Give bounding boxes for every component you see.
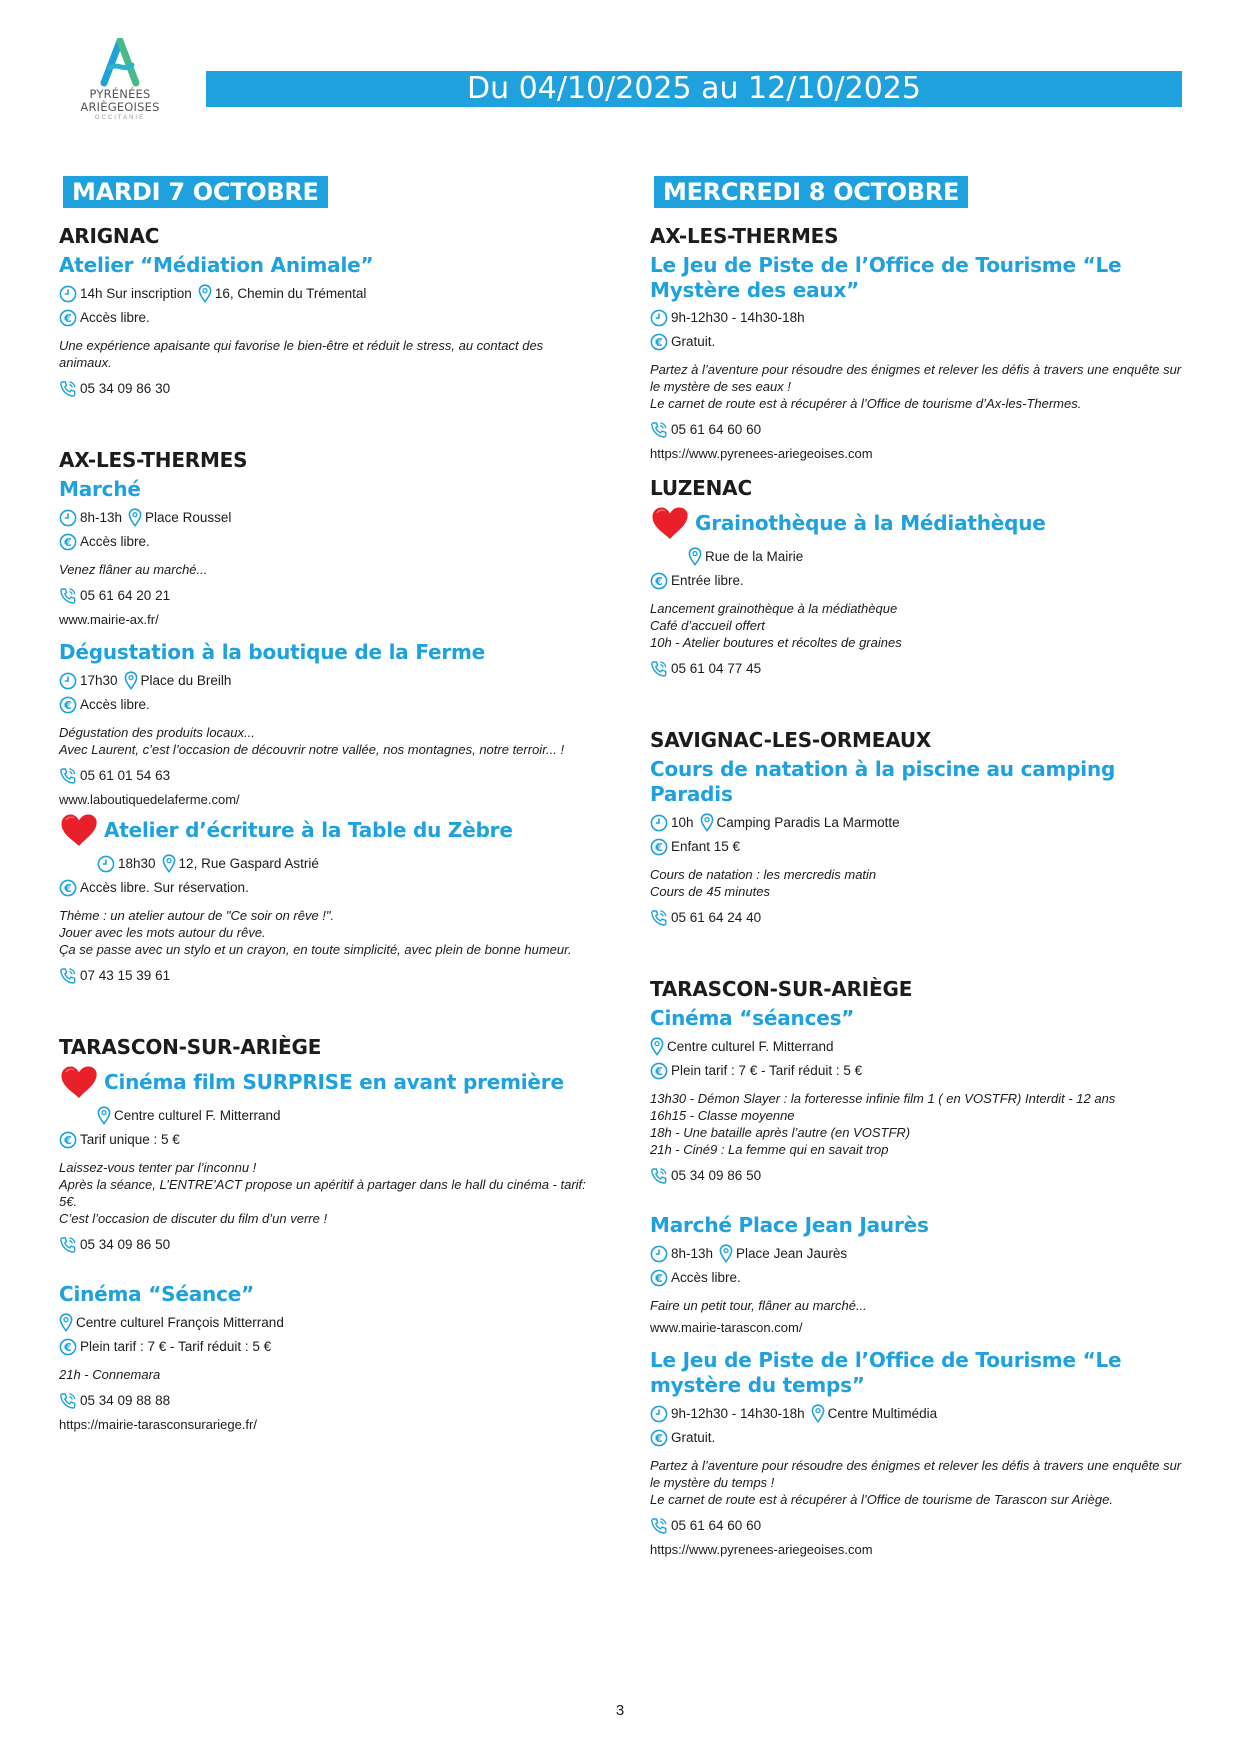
town-name: TARASCON-SUR-ARIÈGE [59,1035,322,1059]
event-time-place [59,671,599,690]
euro-icon [650,572,668,590]
page-number: 3 [615,1702,625,1719]
event-description [650,600,1190,651]
price-text: Accès libre. [80,534,150,549]
location-pin-icon [688,547,702,566]
event-phone [650,421,1190,439]
event-place: Centre Multimédia [827,1405,938,1421]
euro-icon [59,1131,77,1149]
price-text: Accès libre. [80,310,150,325]
phone-text: 05 61 64 60 60 [671,422,762,437]
day-header: MERCREDI 8 OCTOBRE [654,176,968,208]
event-phone [650,660,1190,678]
description-line: Le carnet de route est à récupérer à l’Office de tourisme d’Ax-les-Thermes. [650,396,1082,411]
description-line: Laissez-vous tenter par l’inconnu ! [59,1160,257,1175]
phone-text: 05 34 09 86 50 [671,1168,762,1183]
town-name: TARASCON-SUR-ARIÈGE [650,977,913,1001]
event-url[interactable]: www.laboutiquedelaferme.com/ [59,792,240,807]
event-url[interactable]: www.mairie-ax.fr/ [59,612,159,627]
event-title: Cinéma film SURPRISE en avant première [104,1069,564,1094]
event-url[interactable]: www.mairie-tarascon.com/ [650,1320,803,1335]
event-title: Cinéma “Séance” [59,1282,255,1306]
phone-text: 05 34 09 86 50 [80,1237,171,1252]
location-pin-icon [124,671,138,690]
heart-icon [59,1064,99,1100]
event-description: Venez flâner au marché... [59,562,208,577]
event-price [59,879,599,897]
event-description [59,724,599,758]
phone-icon [59,767,77,785]
event-phone [59,1236,599,1254]
price-text: Accès libre. [671,1270,741,1285]
phone-icon [650,1167,668,1185]
event-time: 9h-12h30 - 14h30-18h [671,1405,805,1421]
phone-icon [59,1236,77,1254]
event-price [650,1429,1190,1447]
town-name: ARIGNAC [59,224,160,248]
event-title: Dégustation à la boutique de la Ferme [59,640,486,664]
date-range-banner: Du 04/10/2025 au 12/10/2025 [206,71,1182,107]
event-place: Centre culturel F. Mitterrand [114,1107,281,1123]
description-line: Jouer avec les mots autour du rêve. [59,925,266,940]
price-text: Plein tarif : 7 € - Tarif réduit : 5 € [80,1339,272,1354]
event-description [650,361,1190,412]
event-phone [59,1392,599,1410]
logo-line2: ARIÈGEOISES [80,100,160,114]
event-url[interactable]: https://www.pyrenees-ariegeoises.com [650,1542,873,1557]
euro-icon [650,1062,668,1080]
description-line: Dégustation des produits locaux... [59,725,255,740]
euro-icon [650,1429,668,1447]
town-name: AX-LES-THERMES [650,224,839,248]
event-price [650,333,1190,351]
euro-icon [59,879,77,897]
event-place: Camping Paradis La Marmotte [716,814,900,830]
location-pin-icon [811,1404,825,1423]
description-line: Partez à l’aventure pour résoudre des énigmes et relever les défis à travers une enquête sur le mystère du temps ! [650,1458,1185,1490]
event-description: Une expérience apaisante qui favorise le bien-être et réduit le stress, au contact des animaux. [59,338,544,370]
favorite-event-heading [59,1064,599,1100]
event-title: Cours de natation à la piscine au camping Paradis [650,757,1116,806]
euro-icon [59,1338,77,1356]
day-header: MARDI 7 OCTOBRE [63,176,328,208]
clock-icon [59,672,77,690]
event-time-place [650,813,1190,832]
event-price [59,533,599,551]
event-place-row [59,1106,599,1125]
event-title: Cinéma “séances” [650,1006,855,1030]
price-text: Plein tarif : 7 € - Tarif réduit : 5 € [671,1063,863,1078]
event-price [59,309,599,327]
event-price [59,1338,599,1356]
event-time: 10h [671,814,694,830]
phone-text: 07 43 15 39 61 [80,968,171,983]
euro-icon [650,838,668,856]
event-price [650,838,1190,856]
event-title: Le Jeu de Piste de l’Office de Tourisme “Le mystère du temps” [650,1348,1122,1397]
event-url[interactable]: https://www.pyrenees-ariegeoises.com [650,446,873,461]
euro-icon [59,309,77,327]
description-line: Thème : un atelier autour de "Ce soir on rêve !". [59,908,335,923]
event-place: 12, Rue Gaspard Astrié [178,855,319,871]
location-pin-icon [97,1106,111,1125]
phone-text: 05 61 64 60 60 [671,1518,762,1533]
event-time [650,309,1190,327]
phone-icon [59,380,77,398]
price-text: Gratuit. [671,334,716,349]
event-description [59,1159,599,1227]
phone-text: 05 61 01 54 63 [80,768,171,783]
euro-icon [59,533,77,551]
clock-icon [650,1245,668,1263]
location-pin-icon [162,854,176,873]
price-text: Accès libre. [80,697,150,712]
event-title: Grainothèque à la Médiathèque [695,510,1046,535]
event-time: 14h Sur inscription [80,285,192,301]
phone-icon [650,660,668,678]
clock-icon [59,509,77,527]
phone-text: 05 34 09 86 30 [80,381,171,396]
event-price [650,1269,1190,1287]
description-line: 13h30 - Démon Slayer : la forteresse infinie film 1 ( en VOSTFR) Interdit - 12 ans [650,1091,1116,1106]
phone-text: 05 61 64 24 40 [671,910,762,925]
location-pin-icon [198,284,212,303]
price-text: Accès libre. Sur réservation. [80,880,249,895]
clock-icon [59,285,77,303]
logo-line1: PYRÉNÉES [89,87,151,101]
logo-line3: OCCITANIE [94,115,146,121]
phone-text: 05 34 09 88 88 [80,1393,171,1408]
favorite-event-heading [650,505,1190,541]
event-phone [59,380,599,398]
location-pin-icon [128,508,142,527]
event-description: Faire un petit tour, flâner au marché... [650,1298,867,1313]
event-price [59,1131,599,1149]
phone-text: 05 61 64 20 21 [80,588,171,603]
event-time-text: 9h-12h30 - 14h30-18h [671,310,805,325]
description-line: 16h15 - Classe moyenne [650,1108,795,1123]
event-phone [650,909,1190,927]
phone-text: 05 61 04 77 45 [671,661,762,676]
event-place-row [650,1037,1190,1056]
heart-icon [59,812,99,848]
phone-icon [650,909,668,927]
description-line: Lancement grainothèque à la médiathèque [650,601,898,616]
event-time-place [59,284,599,303]
event-place: Place Roussel [145,509,232,525]
event-place-row [59,1313,599,1332]
clock-icon [97,855,115,873]
description-line: Le carnet de route est à récupérer à l’Office de tourisme de Tarascon sur Ariège. [650,1492,1113,1507]
event-place: Centre culturel François Mitterrand [76,1314,284,1330]
event-price [59,696,599,714]
description-line: Café d’accueil offert [650,618,765,633]
event-place: Place du Breilh [140,672,232,688]
phone-icon [59,1392,77,1410]
price-text: Entrée libre. [671,573,744,588]
description-line: 18h - Une bataille après l’autre (en VOSTFR) [650,1125,911,1140]
description-line: Avec Laurent, c’est l’occasion de découvrir notre vallée, nos montagnes, notre terroir... ! [59,742,565,757]
price-text: Tarif unique : 5 € [80,1132,180,1147]
price-text: Enfant 15 € [671,839,741,854]
euro-icon [650,333,668,351]
event-time-place [59,508,599,527]
event-description: 21h - Connemara [59,1367,161,1382]
event-title: Marché Place Jean Jaurès [650,1213,929,1237]
description-line: Cours de 45 minutes [650,884,770,899]
column-wednesday [650,176,1190,1562]
location-pin-icon [719,1244,733,1263]
town-name: LUZENAC [650,476,752,500]
event-price [650,1062,1190,1080]
event-time: 17h30 [80,672,118,688]
clock-icon [650,309,668,327]
favorite-event-heading [59,812,599,848]
column-tuesday [59,176,599,1437]
event-time: 8h-13h [80,509,123,525]
heart-icon [650,505,690,541]
event-title: Marché [59,477,141,501]
phone-icon [59,587,77,605]
description-line: 10h - Atelier boutures et récoltes de graines [650,635,902,650]
event-description [650,866,1190,900]
event-time-place [650,1244,1190,1263]
event-description [650,1090,1190,1158]
event-phone [650,1517,1190,1535]
event-description [650,1457,1190,1508]
clock-icon [650,814,668,832]
event-url[interactable]: https://mairie-tarasconsurariege.fr/ [59,1417,257,1432]
event-place-row [650,547,1190,566]
clock-icon [650,1405,668,1423]
euro-icon [650,1269,668,1287]
description-line: C’est l’occasion de discuter du film d’un verre ! [59,1211,328,1226]
event-title: Le Jeu de Piste de l’Office de Tourisme “Le Mystère des eaux” [650,253,1122,302]
event-place: Rue de la Mairie [705,548,804,564]
event-title: Atelier “Médiation Animale” [59,253,374,277]
price-text: Gratuit. [671,1430,716,1445]
event-phone [650,1167,1190,1185]
event-phone [59,967,599,985]
description-line: Ça se passe avec un stylo et un crayon, en toute simplicité, avec plein de bonne humeur. [59,942,572,957]
description-line: Partez à l’aventure pour résoudre des énigmes et relever les défis à travers une enquête sur le mystère de ses eaux ! [650,362,1185,394]
description-line: Après la séance, L’ENTRE’ACT propose un apéritif à partager dans le hall du cinéma - tarif: 5€. [59,1177,590,1209]
description-line: 21h - Ciné9 : La femme qui en savait trop [650,1142,889,1157]
event-time: 18h30 [118,855,156,871]
phone-icon [650,421,668,439]
phone-icon [650,1517,668,1535]
euro-icon [59,696,77,714]
town-name: SAVIGNAC-LES-ORMEAUX [650,728,932,752]
description-line: Cours de natation : les mercredis matin [650,867,877,882]
event-description [59,907,599,958]
location-pin-icon [650,1037,664,1056]
brand-logo [70,38,170,123]
event-place: Place Jean Jaurès [736,1245,848,1261]
location-pin-icon [59,1313,73,1332]
event-time: 8h-13h [671,1245,714,1261]
event-title: Atelier d’écriture à la Table du Zèbre [104,817,513,842]
event-place: Centre culturel F. Mitterrand [667,1038,834,1054]
event-phone [59,587,599,605]
event-phone [59,767,599,785]
phone-icon [59,967,77,985]
event-price [650,572,1190,590]
event-time-place [59,854,599,873]
town-name: AX-LES-THERMES [59,448,248,472]
logo-mark-icon [97,38,143,88]
event-time-place [650,1404,1190,1423]
location-pin-icon [700,813,714,832]
event-place: 16, Chemin du Trémental [214,285,367,301]
